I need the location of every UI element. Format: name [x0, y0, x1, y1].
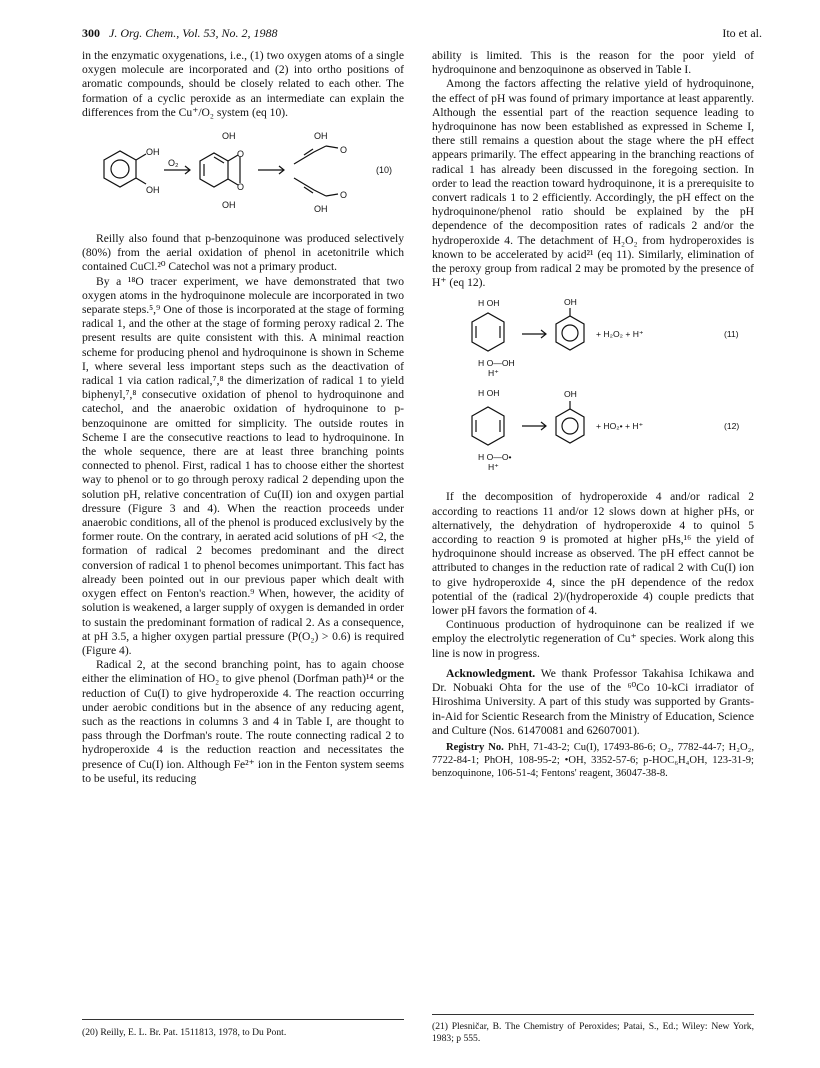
left-column — [82, 49, 404, 786]
right-column — [432, 49, 754, 780]
registry-numbers — [432, 742, 754, 780]
eq11-proton: H⁺ — [488, 368, 499, 379]
right-paragraph-3: If the decomposition of hydroperoxide 4 and/or radical 2 according to reactions 11 and/or 12 slows down at higher pHs, or alternatively, the dehydration of hydroperoxide 4 to quinol 5 according to reaction 9 is promoted at higher pHs,¹⁶ the yield of hydroquinone should increase as observed. The pH effect cannot be attributed to changes in the reduction rate of radical 2 with Cu(I) ion to give hydroperoxide 4, since the pH dependence of the redox potential of the (radical 2)/(hydroperoxide 4) couple predicts that lower pH favors the formation of 4. — [432, 490, 754, 618]
phenol-ring-11 — [556, 316, 584, 350]
left-paragraph-4: Radical 2, at the second branching point, has to again choose either the elimination of HO₂ to give phenol (Dorfman path)¹⁴ or the reduction of Cu(I) to give hydroperoxide 4. The reaction occurring under aerobic conditions but in the absence of any reducing agent, such as the reactions in columns 3 and 4 in Table I, are thought to pass through the Dorfman's route. The route connecting radical 2 to hydroperoxide 4 is the reduction reaction and necessitates the presence of Cu(I) ion. Although Fe²⁺ ion in the Fenton system seems to be useful, its reducing — [82, 658, 404, 785]
left-paragraph-1: in the enzymatic oxygenations, i.e., (1) two oxygen atoms of a single oxygen molecule are incorporated and (2) into ortho positions of aromatic compounds, should be closely related to each other. The formation of a cyclic peroxide as an intermediate can explain the differences from the Cu⁺/O₂ system (eq 10). — [82, 49, 404, 119]
registry-heading: Registry No. — [446, 741, 504, 753]
eq11-hydroperoxide: H O—OH — [478, 358, 515, 369]
acknowledgment — [432, 667, 754, 738]
equation-number-11: (11) — [724, 329, 739, 340]
peroxide-o-bottom: O — [237, 182, 245, 193]
eq12-products: + HO₂• + H⁺ — [596, 421, 644, 432]
running-header — [82, 26, 762, 41]
hydroperoxide-ring-11 — [472, 313, 504, 351]
phenol-ring-12 — [556, 409, 584, 443]
equation-10 — [82, 126, 404, 228]
equation-number-10: (10) — [376, 165, 393, 176]
oxygen-reagent: O₂ — [168, 158, 179, 169]
aromatic-circle — [111, 160, 129, 178]
right-paragraph-1: ability is limited. This is the reason for the poor yield of hydroquinone and benzoquinone as observed in Table I. — [432, 49, 754, 77]
equation-10-structures — [82, 126, 404, 228]
open-chain — [294, 146, 326, 164]
equations-11-12-structures — [432, 296, 754, 482]
left-paragraph-3: By a ¹⁸O tracer experiment, we have demonstrated that two oxygen atoms in the hydroquinone molecule are incorporated in two separate steps.⁵,⁹ One of those is incorporated at the stage of forming radical 1, and the other at the stage of forming peroxy radical 2. The present results are quite consistent with this. A minimal reaction scheme for producing phenol and hydroquinone is shown in Scheme I, where several less important steps such as the deactivation of radical 1 via cation radical,⁷,⁸ the dimerization of radical 1 to yield biphenyl,⁷,⁸ consecutive oxidation of phenol to hydroquinone and catechol, and the anaerobic oxidation of hydroquinone to p-benzoquinone are omitted for simplicity. The outside routes in Scheme I are the consecutive reactions to lead to hydroquinone. In the whole sequence, there are at least three branching points connected to phenol. First, radical 1 has to choose either the shortest way to phenol or to go through peroxy radical 2 depending upon the solution pH, relative concentration of Cu(II) ion and oxygen partial dressure (Figure 3 and 4). When the reaction proceeds under anaerobic conditions, all of the phenol is produced exclusively by the former route. On the contrary, in aerated acid solutions of pH <2, the formation of radical 2 becomes predominant and the direct conversion of radical 1 to phenol becomes unimportant. This fact has already been pointed out in our previous paper which dealt with oxygen effect on Fenton's reaction.⁹ When, however, the acidity of solution is weakened, a larger supply of oxygen is demanded in order to sustain the predominant formation of radical 2. As a consequence, at pH 3.5, a higher oxygen partial pressure (P(O₂) > 0.6) is required (Figure 4). — [82, 274, 404, 657]
peroxide-oh-bottom: OH — [222, 200, 236, 211]
right-paragraph-4: Continuous production of hydroquinone can be realized if we employ the electrolytic regeneration of Cu⁺ species. Work along this line is now in progress. — [432, 618, 754, 660]
eq11-phenol-oh: OH — [564, 297, 577, 308]
registry-text: PhH, 71-43-2; Cu(I), 17493-86-6; O₂, 7782-44-7; H₂O₂, 7722-84-1; PhOH, 108-95-2; •OH, 3352-57-6; p-HOC₆H₄OH, 123-31-9; benzoquinone, 106-51-4; Fentons' reagent, 36047-38-8. — [432, 741, 754, 779]
equation-number-12: (12) — [724, 421, 740, 432]
left-paragraph-2: Reilly also found that p-benzoquinone was produced selectively (80%) from the aerial oxidation of phenol in acetonitrile which contained CuCl.²⁰ Catechol was not a primary product. — [82, 232, 404, 274]
footnote-20: (20) Reilly, E. L. Br. Pat. 1511813, 1978, to Du Pont. — [82, 1027, 287, 1038]
eq12-peroxy: H O—O• — [478, 452, 512, 463]
right-paragraph-2: Among the factors affecting the relative yield of hydroquinone, the effect of pH was found of primary importance at least apparently. Although the essential part of the reaction sequence leading to hydroquinone has now been established as expressed in Scheme I, there still remains a question about the stage where the pH effect appears primarily. The effect appearing in the branching reactions of radical 1 has already been discussed in the foregoing section. In order to lead the reaction toward hydroquinone, it is a prerequisite to convert radicals 1 to 2 efficiently. Accordingly, the pH effect on the hydroquinone/phenol ratio should be explained by the pH dependence of the decomposition rates of radicals 2 and/or the hydroperoxide 4. The detachment of H₂O₂ from hydroperoxides is known to be accelerated by acid²¹ (eq 11). Similarly, elimination of the peroxy group from radical 2 may be promoted by the presence of H⁺ (eq 12). — [432, 77, 754, 290]
peroxide-oh-top: OH — [222, 131, 236, 142]
journal-citation: J. Org. Chem., Vol. 53, No. 2, 1988 — [109, 26, 278, 40]
peroxide-o-top: O — [237, 149, 245, 160]
eq12-h-oh: H OH — [478, 388, 500, 399]
running-authors: Ito et al. — [722, 26, 762, 40]
page-number: 300 — [82, 26, 100, 40]
catechol-oh-top: OH — [146, 147, 160, 158]
eq11-products: + H₂O₂ + H⁺ — [596, 329, 644, 340]
equations-11-12 — [432, 296, 754, 482]
chain-oh-bottom: OH — [314, 204, 328, 215]
footnote-divider-left — [82, 1019, 404, 1020]
chain-o-top: O — [340, 145, 348, 156]
footnote-21: (21) Plesničar, B. The Chemistry of Peroxides; Patai, S., Ed.; Wiley: New York, 1983; p 555. — [432, 1021, 754, 1044]
chain-o-bottom: O — [340, 190, 348, 201]
eq12-proton: H⁺ — [488, 462, 499, 473]
radical-ring-12 — [472, 407, 504, 445]
eq11-h-oh: H OH — [478, 298, 500, 309]
acknowledgment-text: We thank Professor Takahisa Ichikawa and Dr. Nobuaki Ohta for the use of the ⁶⁰Co 10-kCi irradiator of Hiroshima University. A part of this study was supported by Grants-in-Aid for Scientic Research from the Ministry of Education, Science and Culture (Nos. 61470081 and 62607001). — [432, 666, 754, 737]
chain-oh-top: OH — [314, 131, 328, 142]
eq12-phenol-oh: OH — [564, 389, 577, 400]
footnote-divider-right — [432, 1014, 754, 1015]
catechol-ring — [104, 151, 136, 187]
acknowledgment-heading: Acknowledgment. — [446, 666, 536, 680]
catechol-oh-bottom: OH — [146, 185, 160, 196]
